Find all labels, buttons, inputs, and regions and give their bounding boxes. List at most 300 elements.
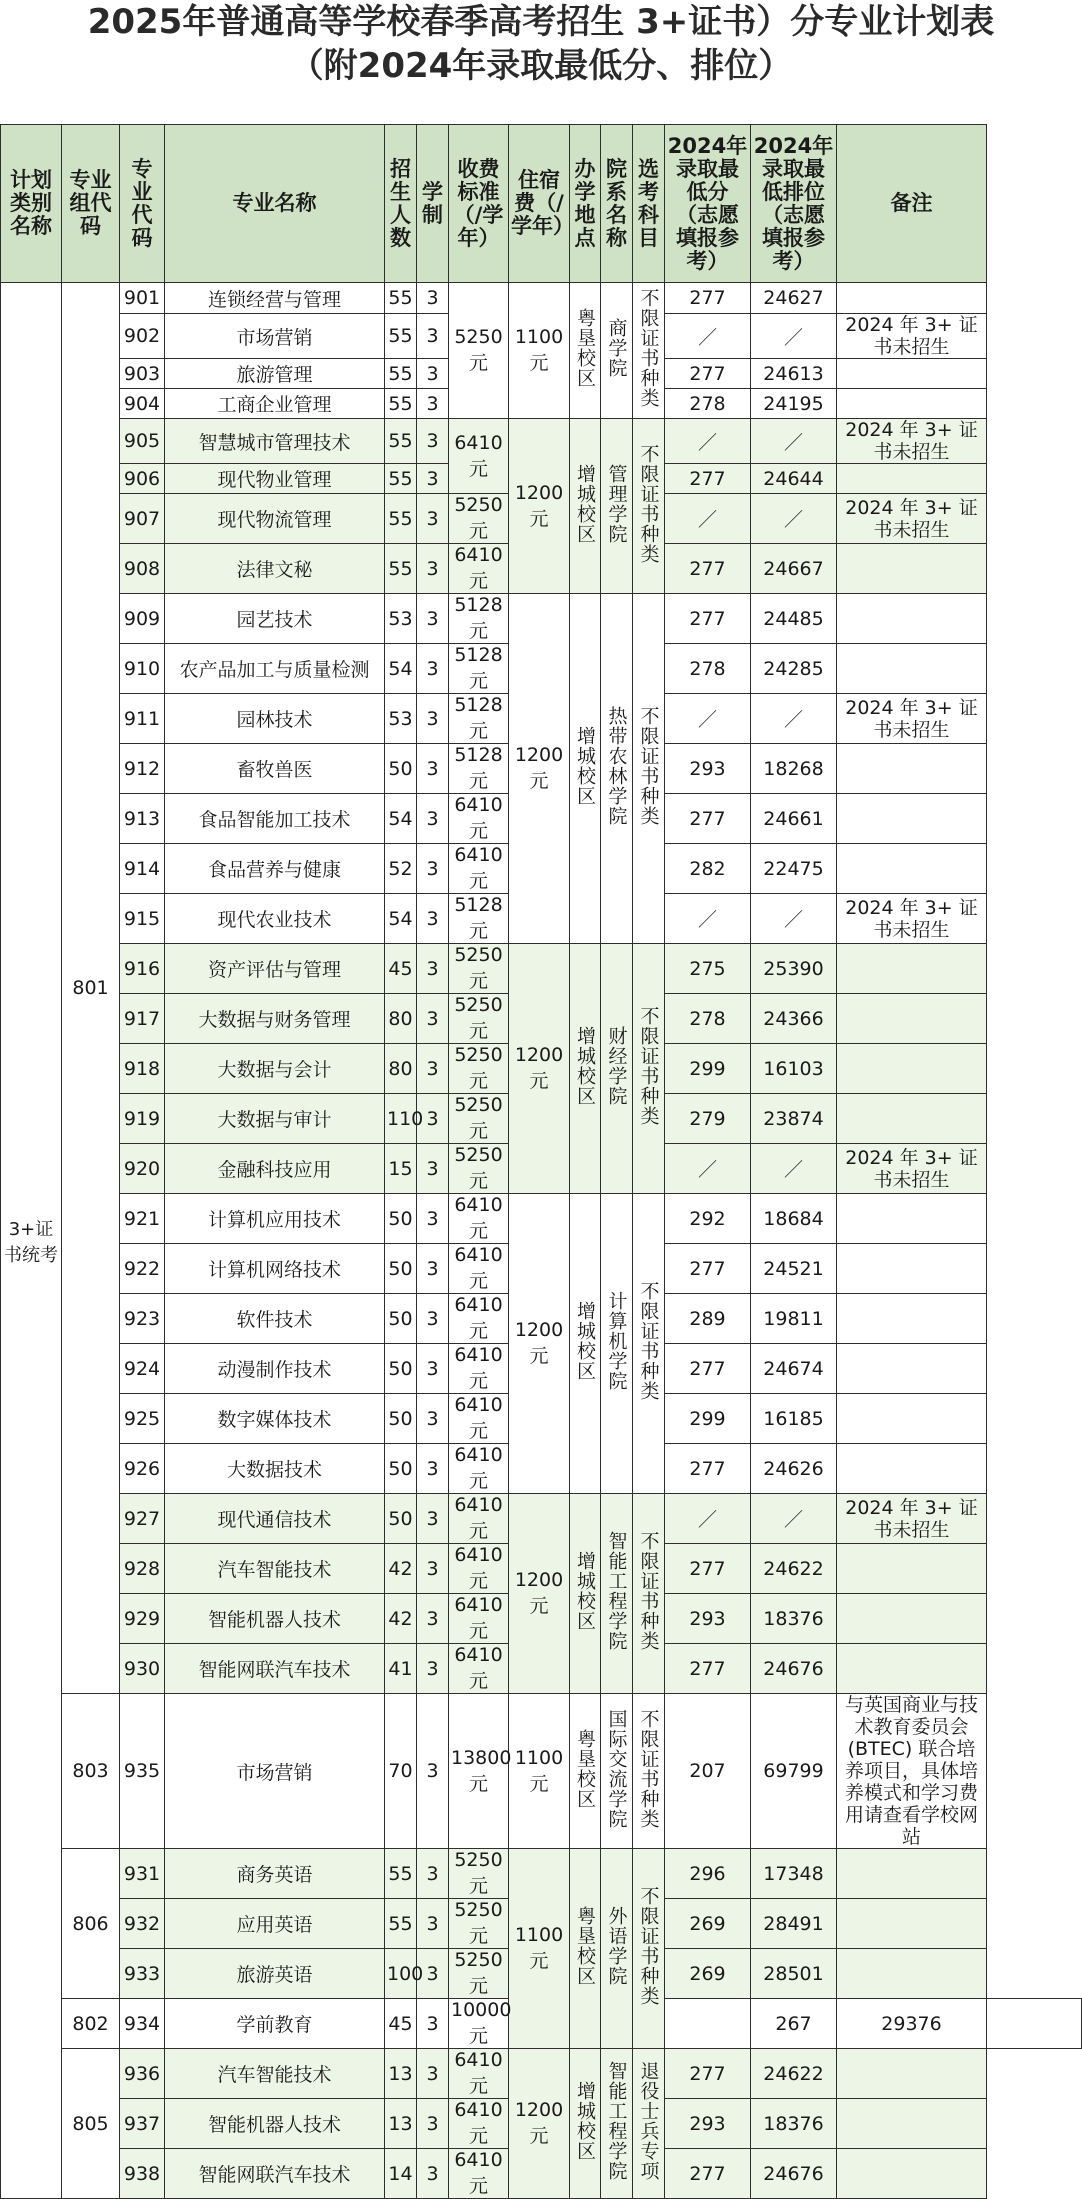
major-code-cell: 907 — [120, 494, 165, 544]
table-row — [1, 1694, 1082, 1849]
tuition-cell: 6410 元 — [449, 1594, 509, 1644]
header-min-score: 2024年录取最低分（志愿填报参考） — [665, 125, 751, 283]
campus-cell — [570, 944, 601, 1194]
min-score-cell: 267 — [751, 1999, 837, 2049]
min-rank-cell: 24661 — [751, 794, 837, 844]
tuition-cell: 6410 元 — [449, 1194, 509, 1244]
major-name-cell: 畜牧兽医 — [165, 744, 385, 794]
table-row — [1, 419, 1082, 464]
enroll-cell: 41 — [385, 1644, 417, 1694]
min-score-cell: 299 — [665, 1394, 751, 1444]
min-score-cell: 269 — [665, 1949, 751, 1999]
enroll-cell: 50 — [385, 1344, 417, 1394]
enrollment-plan-table — [0, 124, 1082, 2199]
group-code-cell: 806 — [62, 1849, 120, 1999]
min-score-cell: 275 — [665, 944, 751, 994]
enroll-cell: 54 — [385, 794, 417, 844]
min-rank-cell: 18376 — [751, 1594, 837, 1644]
remark-cell — [837, 359, 987, 389]
major-code-cell: 923 — [120, 1294, 165, 1344]
min-rank-cell: 18684 — [751, 1194, 837, 1244]
min-rank-cell: 22475 — [751, 844, 837, 894]
years-cell: 3 — [417, 644, 449, 694]
college-cell-text: 计算机学院 — [605, 1291, 628, 1391]
group-code-cell: 801 — [62, 283, 120, 1694]
dorm-fee-cell: 1200元 — [509, 419, 570, 594]
major-code-cell: 920 — [120, 1144, 165, 1194]
campus-cell-text: 增城校区 — [574, 463, 596, 544]
major-name-cell: 旅游英语 — [165, 1949, 385, 1999]
enroll-cell: 50 — [385, 1294, 417, 1344]
remark-cell: 2024 年 3+ 证书未招生 — [837, 1144, 987, 1194]
min-score-cell: 207 — [665, 1694, 751, 1849]
college-cell-text: 外语学院 — [605, 1906, 628, 1986]
subject-cell-text: 不限证书种类 — [637, 1006, 660, 1126]
years-cell: 3 — [417, 844, 449, 894]
enroll-cell: 55 — [385, 494, 417, 544]
table-row — [1, 2049, 1082, 2099]
min-rank-cell: 24285 — [751, 644, 837, 694]
min-score-cell: 299 — [665, 1044, 751, 1094]
major-code-cell: 933 — [120, 1949, 165, 1999]
min-score-cell: 277 — [665, 1444, 751, 1494]
major-name-cell: 现代物流管理 — [165, 494, 385, 544]
remark-cell — [837, 283, 987, 314]
min-score-cell: 277 — [665, 1344, 751, 1394]
major-name-cell: 金融科技应用 — [165, 1144, 385, 1194]
header-campus: 办学地点 — [570, 125, 601, 283]
major-name-cell: 旅游管理 — [165, 359, 385, 389]
years-cell: 3 — [417, 1344, 449, 1394]
min-rank-cell: 24521 — [751, 1244, 837, 1294]
college-cell-text: 热带农林学院 — [605, 706, 628, 826]
campus-cell — [570, 594, 601, 944]
subject-cell — [633, 2049, 665, 2199]
tuition-cell: 6410 元 — [449, 1644, 509, 1694]
college-cell — [601, 1194, 633, 1494]
min-rank-cell: 69799 — [751, 1694, 837, 1849]
min-rank-cell: 24195 — [751, 389, 837, 419]
enroll-cell: 50 — [385, 744, 417, 794]
enroll-cell: 42 — [385, 1544, 417, 1594]
major-code-cell: 908 — [120, 544, 165, 594]
enroll-cell: 13 — [385, 2049, 417, 2099]
major-name-cell: 数字媒体技术 — [165, 1394, 385, 1444]
tuition-cell: 6410 元 — [449, 844, 509, 894]
years-cell: 3 — [417, 544, 449, 594]
major-code-cell: 910 — [120, 644, 165, 694]
major-name-cell: 智能网联汽车技术 — [165, 2149, 385, 2199]
major-code-cell: 931 — [120, 1849, 165, 1899]
dorm-fee-cell: 1100元 — [509, 283, 570, 419]
major-code-cell: 909 — [120, 594, 165, 644]
remark-cell — [837, 844, 987, 894]
campus-cell-text: 粤垦校区 — [574, 1906, 596, 1986]
tuition-cell: 5128 元 — [449, 644, 509, 694]
remark-cell: 2024 年 3+ 证书未招生 — [837, 314, 987, 359]
years-cell: 3 — [417, 2049, 449, 2099]
major-name-cell: 法律文秘 — [165, 544, 385, 594]
major-name-cell: 园艺技术 — [165, 594, 385, 644]
page-subtitle: （附2024年录取最低分、排位） — [289, 46, 793, 86]
min-score-cell: ／ — [665, 1494, 751, 1544]
tuition-cell: 5250元 — [449, 283, 509, 419]
header-dorm: 住宿费（/学年） — [509, 125, 570, 283]
remark-cell — [837, 1949, 987, 1999]
years-cell: 3 — [417, 1494, 449, 1544]
min-rank-cell: 24613 — [751, 359, 837, 389]
remark-cell: 2024 年 3+ 证书未招生 — [837, 894, 987, 944]
enroll-cell: 55 — [385, 1899, 417, 1949]
tuition-cell: 6410 元 — [449, 1394, 509, 1444]
min-rank-cell: 24644 — [751, 464, 837, 494]
min-score-cell: 277 — [665, 2149, 751, 2199]
subject-cell-text: 不限证书种类 — [637, 1708, 660, 1829]
major-name-cell: 资产评估与管理 — [165, 944, 385, 994]
min-score-cell: 289 — [665, 1294, 751, 1344]
table-row — [1, 1494, 1082, 1544]
remark-cell — [837, 389, 987, 419]
college-cell — [601, 2049, 633, 2199]
remark-cell: 2024 年 3+ 证书未招生 — [837, 419, 987, 464]
min-rank-cell: 28491 — [751, 1899, 837, 1949]
college-cell — [601, 944, 633, 1194]
tuition-cell: 6410 元 — [449, 2149, 509, 2199]
years-cell: 3 — [417, 1694, 449, 1849]
enroll-cell: 14 — [385, 2149, 417, 2199]
major-code-cell: 904 — [120, 389, 165, 419]
tuition-cell: 5128 元 — [449, 894, 509, 944]
subject-cell-text: 不限证书种类 — [637, 443, 660, 564]
tuition-cell: 5250 元 — [449, 1144, 509, 1194]
major-code-cell: 917 — [120, 994, 165, 1044]
major-code-cell: 936 — [120, 2049, 165, 2099]
remark-cell: 2024 年 3+ 证书未招生 — [837, 694, 987, 744]
enroll-cell: 55 — [385, 464, 417, 494]
major-code-cell: 916 — [120, 944, 165, 994]
major-name-cell: 汽车智能技术 — [165, 2049, 385, 2099]
major-code-cell: 913 — [120, 794, 165, 844]
major-code-cell: 932 — [120, 1899, 165, 1949]
min-score-cell: 277 — [665, 359, 751, 389]
years-cell: 3 — [417, 1594, 449, 1644]
min-score-cell: 282 — [665, 844, 751, 894]
major-name-cell: 大数据与审计 — [165, 1094, 385, 1144]
remark-cell — [837, 1594, 987, 1644]
group-code-cell: 805 — [62, 2049, 120, 2199]
major-code-cell: 919 — [120, 1094, 165, 1144]
major-name-cell: 计算机应用技术 — [165, 1194, 385, 1244]
subject-cell — [633, 419, 665, 594]
table-body — [1, 283, 1082, 2199]
major-code-cell: 901 — [120, 283, 165, 314]
enroll-cell: 54 — [385, 644, 417, 694]
min-score-cell: ／ — [665, 1144, 751, 1194]
major-name-cell: 智能机器人技术 — [165, 2099, 385, 2149]
major-name-cell: 计算机网络技术 — [165, 1244, 385, 1294]
enroll-cell: 55 — [385, 544, 417, 594]
major-name-cell: 工商企业管理 — [165, 389, 385, 419]
dorm-fee-cell: 1200元 — [509, 2049, 570, 2199]
min-score-cell: 277 — [665, 1644, 751, 1694]
years-cell: 3 — [417, 1899, 449, 1949]
tuition-cell: 5128 元 — [449, 594, 509, 644]
subject-cell-text: 不限证书种类 — [637, 706, 660, 826]
header-plan-type: 计划类别名称 — [1, 125, 62, 283]
major-name-cell: 现代物业管理 — [165, 464, 385, 494]
years-cell: 3 — [417, 1999, 449, 2049]
enroll-cell: 55 — [385, 419, 417, 464]
remark-cell: 2024 年 3+ 证书未招生 — [837, 494, 987, 544]
enroll-cell: 45 — [385, 944, 417, 994]
remark-cell — [837, 2049, 987, 2099]
group-code-cell: 802 — [62, 1999, 120, 2049]
tuition-cell: 6410 元 — [449, 1544, 509, 1594]
major-code-cell: 915 — [120, 894, 165, 944]
tuition-cell: 5250 元 — [449, 994, 509, 1044]
major-code-cell: 929 — [120, 1594, 165, 1644]
min-score-cell: 269 — [665, 1899, 751, 1949]
years-cell: 3 — [417, 2149, 449, 2199]
dorm-fee-cell: 1200元 — [509, 1194, 570, 1494]
campus-cell — [570, 1694, 601, 1849]
group-code-cell: 803 — [62, 1694, 120, 1849]
remark-cell: 与英国商业与技术教育委员会 (BTEC) 联合培养项目，具体培养模式和学习费用请查看学校网站 — [837, 1694, 987, 1849]
dorm-fee-cell: 1200元 — [509, 944, 570, 1194]
subject-cell — [633, 1849, 665, 2049]
major-code-cell: 927 — [120, 1494, 165, 1544]
campus-cell — [570, 283, 601, 419]
header-remark: 备注 — [837, 125, 987, 283]
major-code-cell: 921 — [120, 1194, 165, 1244]
major-name-cell: 食品智能加工技术 — [165, 794, 385, 844]
remark-cell — [837, 1244, 987, 1294]
major-name-cell: 大数据与财务管理 — [165, 994, 385, 1044]
min-rank-cell: 24485 — [751, 594, 837, 644]
remark-cell — [837, 594, 987, 644]
remark-cell — [837, 1899, 987, 1949]
major-code-cell: 903 — [120, 359, 165, 389]
campus-cell — [570, 419, 601, 594]
min-score-cell: 277 — [665, 544, 751, 594]
min-score-cell: 277 — [665, 2049, 751, 2099]
tuition-cell: 6410 元 — [449, 1294, 509, 1344]
years-cell: 3 — [417, 1444, 449, 1494]
enroll-cell: 45 — [385, 1999, 417, 2049]
remark-cell — [837, 1544, 987, 1594]
major-name-cell: 软件技术 — [165, 1294, 385, 1344]
campus-cell-text: 增城校区 — [574, 726, 596, 806]
major-name-cell: 现代农业技术 — [165, 894, 385, 944]
major-name-cell: 动漫制作技术 — [165, 1344, 385, 1394]
min-rank-cell: 19811 — [751, 1294, 837, 1344]
min-rank-cell: 16103 — [751, 1044, 837, 1094]
tuition-cell: 6410 元 — [449, 1344, 509, 1394]
min-rank-cell: ／ — [751, 1144, 837, 1194]
college-cell — [601, 283, 633, 419]
tuition-cell: 5250 元 — [449, 1899, 509, 1949]
major-name-cell: 汽车智能技术 — [165, 1544, 385, 1594]
remark-cell — [837, 994, 987, 1044]
major-code-cell: 922 — [120, 1244, 165, 1294]
enroll-cell: 42 — [385, 1594, 417, 1644]
years-cell: 3 — [417, 1194, 449, 1244]
tuition-cell: 6410 元 — [449, 1494, 509, 1544]
major-name-cell: 商务英语 — [165, 1849, 385, 1899]
major-code-cell: 918 — [120, 1044, 165, 1094]
college-cell — [601, 1694, 633, 1849]
years-cell: 3 — [417, 314, 449, 359]
major-code-cell: 912 — [120, 744, 165, 794]
tuition-cell: 6410 元 — [449, 1244, 509, 1294]
college-cell — [601, 1849, 633, 2049]
enroll-cell: 15 — [385, 1144, 417, 1194]
enroll-cell: 54 — [385, 894, 417, 944]
min-score-cell: 278 — [665, 644, 751, 694]
major-name-cell: 农产品加工与质量检测 — [165, 644, 385, 694]
years-cell: 3 — [417, 744, 449, 794]
remark-cell — [837, 644, 987, 694]
remark-cell — [837, 794, 987, 844]
years-cell: 3 — [417, 944, 449, 994]
major-name-cell: 连锁经营与管理 — [165, 283, 385, 314]
min-rank-cell: 24366 — [751, 994, 837, 1044]
major-code-cell: 906 — [120, 464, 165, 494]
years-cell: 3 — [417, 1544, 449, 1594]
campus-cell — [570, 1194, 601, 1494]
years-cell: 3 — [417, 794, 449, 844]
subject-cell-text: 不限证书种类 — [637, 1886, 660, 2006]
min-score-cell: 277 — [665, 794, 751, 844]
table-row — [1, 283, 1082, 314]
min-score-cell: 278 — [665, 994, 751, 1044]
campus-cell — [570, 1494, 601, 1694]
remark-cell — [837, 1344, 987, 1394]
min-score-cell: 292 — [665, 1194, 751, 1244]
header-years: 学制 — [417, 125, 449, 283]
major-name-cell: 现代通信技术 — [165, 1494, 385, 1544]
min-rank-cell: 24627 — [751, 283, 837, 314]
college-cell-text: 财经学院 — [605, 1026, 628, 1106]
major-name-cell: 大数据技术 — [165, 1444, 385, 1494]
enroll-cell: 50 — [385, 1494, 417, 1544]
dorm-fee-cell: 1100元 — [509, 1849, 570, 2049]
subject-cell — [633, 1494, 665, 1694]
min-score-cell: 277 — [665, 464, 751, 494]
years-cell: 3 — [417, 1044, 449, 1094]
min-score-cell: ／ — [665, 894, 751, 944]
major-code-cell: 930 — [120, 1644, 165, 1694]
min-rank-cell: ／ — [751, 314, 837, 359]
enroll-cell: 55 — [385, 359, 417, 389]
enroll-cell: 50 — [385, 1444, 417, 1494]
table-row — [1, 1849, 1082, 1899]
remark-cell — [837, 1294, 987, 1344]
major-name-cell: 大数据与会计 — [165, 1044, 385, 1094]
tuition-cell: 10000 元 — [449, 1999, 509, 2049]
min-rank-cell: 17348 — [751, 1849, 837, 1899]
min-rank-cell: ／ — [751, 894, 837, 944]
tuition-cell: 5250 元 — [449, 1849, 509, 1899]
header-college: 院系名称 — [601, 125, 633, 283]
major-name-cell: 智能机器人技术 — [165, 1594, 385, 1644]
enroll-cell: 55 — [385, 389, 417, 419]
min-rank-cell: ／ — [751, 1494, 837, 1544]
remark-cell: 2024 年 3+ 证书未招生 — [837, 1494, 987, 1544]
college-cell-text: 智能工程学院 — [605, 1531, 628, 1651]
min-rank-cell: 25390 — [751, 944, 837, 994]
college-cell — [601, 419, 633, 594]
college-cell-text: 商学院 — [605, 318, 628, 378]
years-cell: 3 — [417, 1849, 449, 1899]
years-cell: 3 — [417, 1294, 449, 1344]
min-rank-cell: 29376 — [837, 1999, 987, 2049]
subject-cell-text: 不限证书种类 — [637, 1281, 660, 1401]
enroll-cell: 53 — [385, 594, 417, 644]
min-score-cell: ／ — [665, 314, 751, 359]
enroll-cell: 55 — [385, 314, 417, 359]
dorm-fee-cell: 1200元 — [509, 594, 570, 944]
header-tuition: 收费标准（/学年） — [449, 125, 509, 283]
enroll-cell: 70 — [385, 1694, 417, 1849]
subject-cell — [633, 1194, 665, 1494]
years-cell: 3 — [417, 1394, 449, 1444]
major-name-cell: 市场营销 — [165, 314, 385, 359]
tuition-cell: 6410 元 — [449, 1444, 509, 1494]
major-name-cell: 园林技术 — [165, 694, 385, 744]
enroll-cell: 100 — [385, 1949, 417, 1999]
subject-cell — [633, 283, 665, 419]
table-row — [1, 1194, 1082, 1244]
page-title: 2025年普通高等学校春季高考招生 3+证书）分专业计划表 — [87, 2, 995, 42]
major-code-cell: 938 — [120, 2149, 165, 2199]
years-cell: 3 — [417, 389, 449, 419]
min-score-cell: 293 — [665, 2099, 751, 2149]
header-enroll: 招生人数 — [385, 125, 417, 283]
enroll-cell: 80 — [385, 994, 417, 1044]
tuition-cell: 6410 元 — [449, 544, 509, 594]
header-major-name: 专业名称 — [165, 125, 385, 283]
enroll-cell: 50 — [385, 1194, 417, 1244]
min-score-cell: 278 — [665, 389, 751, 419]
college-cell-text: 国际交流学院 — [605, 1708, 628, 1829]
remark-cell — [837, 2149, 987, 2199]
college-cell-text: 管理学院 — [605, 463, 628, 544]
min-rank-cell: ／ — [751, 694, 837, 744]
enroll-cell: 55 — [385, 283, 417, 314]
years-cell: 3 — [417, 419, 449, 464]
subject-cell — [633, 944, 665, 1194]
tuition-cell: 6410 元 — [449, 2049, 509, 2099]
years-cell: 3 — [417, 283, 449, 314]
enroll-cell: 80 — [385, 1044, 417, 1094]
years-cell: 3 — [417, 1244, 449, 1294]
campus-cell — [570, 2049, 601, 2199]
table-row — [1, 594, 1082, 644]
years-cell: 3 — [417, 464, 449, 494]
subject-cell — [633, 594, 665, 944]
years-cell: 3 — [417, 1644, 449, 1694]
tuition-cell: 5250 元 — [449, 944, 509, 994]
min-score-cell: 277 — [665, 1544, 751, 1594]
enroll-cell: 13 — [385, 2099, 417, 2149]
years-cell: 3 — [417, 994, 449, 1044]
min-rank-cell: 28501 — [751, 1949, 837, 1999]
campus-cell — [570, 1849, 601, 2049]
major-code-cell: 905 — [120, 419, 165, 464]
tuition-cell: 5250 元 — [449, 1094, 509, 1144]
enroll-cell: 53 — [385, 694, 417, 744]
